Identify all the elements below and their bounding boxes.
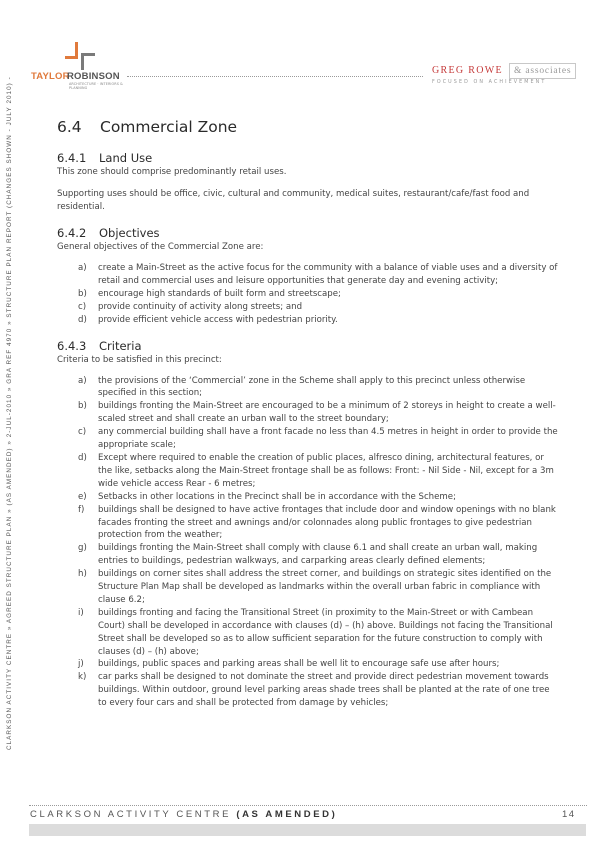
- list-item: [57, 658, 560, 671]
- list-item-text: buildings fronting the Main-Street shall comply with clause 6.1 and shall create an urban wall, making entries to buildings, pedestrian walkways, and carparking areas clearly defined elements;: [98, 543, 538, 567]
- list-item: [57, 671, 560, 710]
- document-reference-sidebar: CLARKSON ACTIVITY CENTRE » AGREED STRUCTURE PLAN » (AS AMENDED) » 2-JUL-2010 » GRA REF 4970 » STRUCTURE PLAN REPORT (CHANGES SHOWN - JULY 2010) -: [6, 76, 13, 750]
- list-item-text: buildings fronting and facing the Transitional Street (in proximity to the Main-Street or with Cambean Court) shall be developed in accordance with clauses (d) – (h) above. Buildings not facing the Transitional Street shall be developed so as to allow sufficient separation for the future construction to comply with clauses (d) – (h) above;: [98, 607, 553, 657]
- objectives-list: [57, 262, 560, 327]
- list-item-text: provide efficient vehicle access with pedestrian priority.: [98, 314, 338, 325]
- list-item-text: Except where required to enable the creation of public places, alfresco dining, architectural features, or the like, setbacks along the Main-Street frontage shall be as follows: Front: - Nil Side - Nil, except for a 3m wide vehicle access Rear - 6 metres;: [98, 452, 554, 489]
- objectives-heading: [57, 225, 560, 241]
- list-item-text: buildings fronting the Main-Street are encouraged to be a minimum of 2 storeys in height to create a well-scaled street and shall create an urban wall to the street boundary;: [98, 401, 556, 425]
- logo-name-robinson: ROBINSON: [67, 71, 120, 82]
- list-item: [57, 262, 560, 288]
- logo-name-taylor: TAYLOR: [31, 71, 70, 82]
- list-item-text: the provisions of the ‘Commercial’ zone in the Scheme shall apply to this precinct unless otherwise specified in this section;: [98, 375, 526, 399]
- list-item-text: buildings, public spaces and parking areas shall be well lit to encourage safe use after hours;: [98, 659, 500, 670]
- list-item: [57, 504, 560, 543]
- criteria-list: [57, 375, 560, 711]
- list-item: [57, 301, 560, 314]
- page-number: 14: [562, 809, 576, 820]
- footer-document-title: CLARKSON ACTIVITY CENTRE: [30, 809, 232, 820]
- list-item: [57, 314, 560, 327]
- list-item-letter: b): [78, 401, 87, 412]
- list-item-letter: i): [78, 607, 84, 618]
- criteria-intro: Criteria to be satisfied in this precinct:: [57, 354, 222, 365]
- land-use-number: 6.4.1: [57, 151, 87, 165]
- land-use-paragraph-2: Supporting uses should be office, civic, cultural and community, medical suites, restaurant/cafe/fast food and residential.: [57, 189, 530, 212]
- list-item: [57, 542, 560, 568]
- list-item-letter: f): [78, 504, 85, 515]
- list-item: [57, 375, 560, 401]
- list-item-letter: c): [78, 301, 87, 312]
- header-divider: [127, 76, 423, 77]
- list-item-text: car parks shall be designed to not dominate the street and provide direct pedestrian movement towards buildings. Within outdoor, ground level parking areas shade trees shall be planted at the rate of one tree to every four cars and shall be protected from damage by vehicles;: [98, 672, 550, 709]
- footer-document-subtitle: (AS AMENDED): [236, 809, 338, 820]
- list-item: [57, 568, 560, 607]
- objectives-title: Objectives: [99, 226, 160, 240]
- land-use-heading: [57, 150, 560, 166]
- list-item-text: provide continuity of activity along streets; and: [98, 301, 303, 312]
- taylor-robinson-logo: [29, 42, 129, 94]
- list-item: [57, 607, 560, 659]
- section-title: Commercial Zone: [100, 118, 238, 136]
- list-item-letter: b): [78, 288, 87, 299]
- list-item-letter: k): [78, 672, 87, 683]
- list-item-letter: e): [78, 491, 87, 502]
- list-item-text: buildings shall be designed to have active frontages that include door and window openings with no blank facades fronting the street and awnings and/or colonnades along public frontages to give pedestrian protection from the weather;: [98, 504, 556, 541]
- main-content: [57, 118, 560, 710]
- list-item-letter: a): [78, 263, 87, 273]
- criteria-heading: [57, 338, 560, 354]
- list-item-text: encourage high standards of built form and streetscape;: [98, 288, 341, 299]
- greg-rowe-name: GREG ROWE: [432, 65, 503, 76]
- list-item-text: any commercial building shall have a front facade no less than 4.5 metres in height in order to provide the appropriate scale;: [98, 427, 558, 451]
- list-item-letter: d): [78, 314, 87, 325]
- list-item: [57, 426, 560, 452]
- criteria-title: Criteria: [99, 338, 142, 353]
- taylor-robinson-mark-icon: [65, 42, 95, 70]
- list-item: [57, 288, 560, 301]
- section-number: 6.4: [57, 118, 82, 136]
- list-item: [57, 400, 560, 426]
- list-item-letter: c): [78, 427, 87, 438]
- objectives-intro: General objectives of the Commercial Zone are:: [57, 242, 264, 252]
- land-use-paragraph-1: This zone should comprise predominantly retail uses.: [57, 167, 287, 177]
- list-item-letter: d): [78, 452, 87, 463]
- greg-rowe-tagline: FOCUSED ON ACHIEVEMENT: [432, 80, 547, 85]
- list-item: [57, 491, 560, 504]
- criteria-number: 6.4.3: [57, 338, 87, 353]
- footer-divider: [29, 805, 587, 806]
- greg-rowe-logo: [426, 63, 586, 93]
- objectives-number: 6.4.2: [57, 226, 87, 240]
- land-use-title: Land Use: [99, 151, 153, 165]
- list-item-text: buildings on corner sites shall address the street corner, and buildings on strategic sites identified on the Structure Plan Map shall be developed as landmarks within the overall urban fabric in compliance with clause 6.2;: [98, 569, 552, 605]
- list-item-text: create a Main-Street as the active focus for the community with a balance of viable uses and a diversity of retail and commercial uses and leisure opportunities that generate day and evening activity;: [98, 263, 558, 286]
- list-item-letter: a): [78, 375, 87, 386]
- section-heading: [57, 118, 560, 136]
- list-item-letter: g): [78, 543, 87, 554]
- list-item-letter: h): [78, 569, 87, 580]
- page-header: [0, 0, 600, 100]
- greg-rowe-associates: & associates: [509, 63, 576, 79]
- list-item-letter: j): [78, 659, 84, 670]
- logo-tagline: ARCHITECTURE · INTERIORS & PLANNING: [69, 82, 123, 90]
- footer-bar: [29, 824, 586, 836]
- list-item-text: Setbacks in other locations in the Precinct shall be in accordance with the Scheme;: [98, 491, 456, 502]
- footer-title: [30, 809, 337, 820]
- list-item: [57, 452, 560, 491]
